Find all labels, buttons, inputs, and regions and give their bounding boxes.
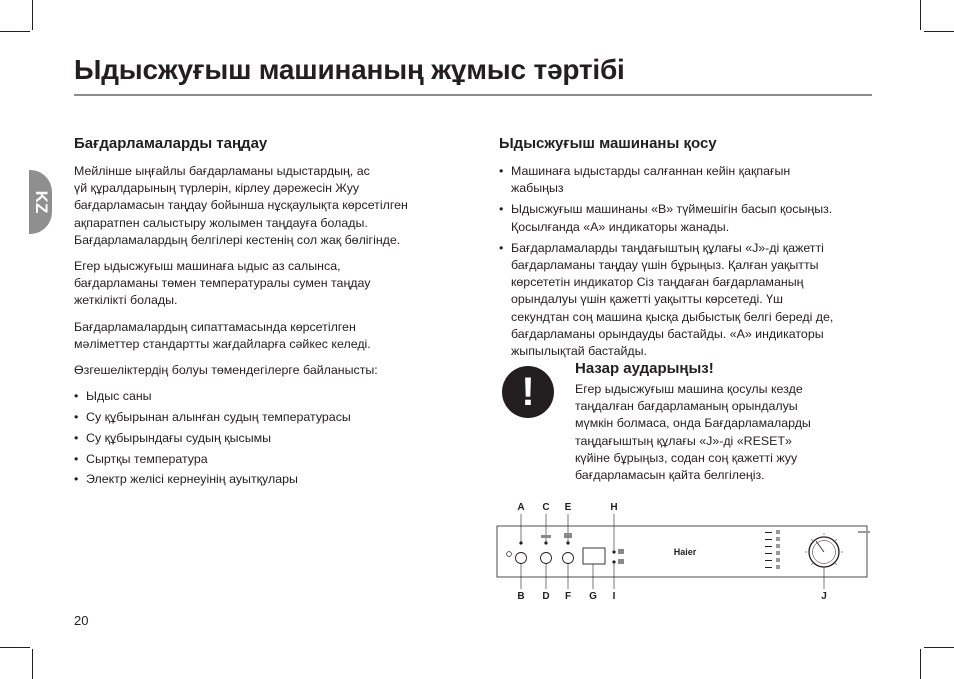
list-item — [499, 201, 879, 235]
text-line: орындалуы үшін қажетті уақытты көрсетеді. Үш — [511, 292, 783, 307]
crop-mark — [0, 647, 30, 648]
program-mark — [765, 553, 772, 554]
knob-tick — [811, 564, 813, 566]
program-mark — [765, 546, 772, 547]
text-line: Ыдысжуғыш машинаны «В» түймешігін басып қосыңыз. — [511, 202, 833, 217]
knob-tick — [811, 539, 813, 541]
start-steps-list — [499, 163, 879, 360]
crop-mark — [32, 649, 33, 679]
text-line: күйіне бұрыңыз, содан соң қажетті жуу — [575, 450, 798, 465]
text-line: бағдарламасын қайта белгілеңіз. — [575, 468, 765, 483]
label-g: G — [589, 591, 597, 602]
knob-pointer — [816, 541, 824, 552]
text-line: Қосылғанда «А» индикаторы жанады. — [511, 219, 730, 234]
program-icon — [776, 551, 780, 555]
text-line: бағдарламаны орындауды бастайды. «А» индикаторы — [511, 326, 824, 341]
text-line: бағдарламаны таңдау үшін бұрыңыз. Қалған уақытты — [511, 258, 819, 273]
power-icon — [507, 552, 512, 557]
list-item: • Сыртқы температура — [74, 451, 454, 468]
page-title: Ыдысжуғыш машинаның жұмыс тәртібі — [74, 54, 625, 85]
panel-symbol — [618, 549, 624, 554]
crop-mark — [920, 0, 921, 30]
brand-logo: Haier — [673, 547, 697, 557]
warning-heading: Назар аударыңыз! — [575, 360, 714, 377]
label-j: J — [821, 591, 827, 602]
warning-note — [575, 360, 875, 484]
panel-symbol — [858, 531, 870, 533]
machine-start-section — [499, 135, 879, 364]
crop-mark — [924, 31, 954, 32]
text-line: Бағдарламалардың белгілері кестенің сол жақ бөлігінде. — [74, 232, 401, 247]
program-icon — [776, 558, 780, 562]
indicator-e — [566, 541, 569, 544]
label-e: E — [564, 502, 572, 513]
text-line: бағдарламасын таңдау бойынша нұсқаулықта көрсетілген — [74, 198, 408, 213]
paragraph — [74, 258, 454, 310]
text-line: ақпаратпен салыстыру жолымен таңдауға болады. — [74, 215, 368, 230]
label-i: I — [612, 591, 616, 602]
text-line: Машинаға ыдыстарды салғаннан кейін қақпағын — [511, 164, 791, 178]
page-number: 20 — [74, 613, 89, 628]
program-mark — [765, 567, 772, 568]
text-line: Егер ыдысжуғыш машинаға ыдыс аз салынса, — [74, 259, 341, 274]
label-b: B — [517, 591, 525, 602]
factor-list — [74, 388, 454, 488]
button-d[interactable] — [541, 553, 552, 564]
panel-symbol — [564, 533, 572, 538]
program-mark — [765, 532, 772, 533]
program-selection-heading: Бағдарламаларды таңдау — [74, 135, 268, 152]
program-icon — [776, 537, 780, 541]
list-item: • Су құбырынан алынған судың температурасы — [74, 409, 454, 426]
text-line: Бағдарламалардың сипаттамасында көрсетілген — [74, 319, 356, 334]
button-f[interactable] — [563, 553, 574, 564]
text-line: жыпылықтай бастайды. — [511, 344, 647, 359]
text-line: бағдарламаны төмен температуралы сумен таңдау — [74, 276, 371, 291]
text-line: Бағдарламаларды таңдағыштың құлағы «J»-ді қажетті — [511, 240, 824, 255]
list-item: • Электр желісі кернеуінің ауытқулары — [74, 471, 454, 488]
text-line: жабыңыз — [511, 181, 564, 196]
paragraph — [74, 163, 454, 249]
crop-mark — [32, 0, 33, 30]
text-line: мүмкін болмаса, онда Бағдарламаларды — [575, 416, 811, 431]
indicator-h — [612, 550, 615, 553]
program-icon — [776, 530, 780, 534]
list-item: • Су құбырындағы судың қысымы — [74, 430, 454, 447]
label-d: D — [542, 591, 550, 602]
text-line: мәліметтер стандартты жағдайларға сәйкес келеді. — [74, 336, 371, 351]
text-line: Егер ыдысжуғыш машина қосулы кезде — [575, 382, 803, 396]
crop-mark — [924, 647, 954, 648]
text-line: үй құралдарының түрлерін, кірлеу дәрежесін Жуу — [74, 181, 360, 196]
panel-symbol — [541, 535, 551, 538]
title-divider — [74, 94, 872, 96]
machine-start-heading: Ыдысжуғыш машинаны қосу — [499, 135, 717, 152]
language-tab — [29, 170, 52, 234]
indicator-c — [544, 541, 547, 544]
language-tab-label: KZ — [31, 190, 51, 214]
program-mark — [765, 560, 772, 561]
program-icon — [776, 565, 780, 569]
text-line: таңдағыштың құлағы «J»-ді «RESET» — [575, 433, 792, 448]
label-a: A — [517, 502, 525, 513]
button-b[interactable] — [516, 553, 527, 564]
label-h: H — [610, 502, 618, 513]
crop-mark — [0, 31, 30, 32]
time-display — [583, 548, 605, 564]
label-f: F — [564, 591, 572, 602]
text-line: Мейлінше ыңғайлы бағдарламаны ыдыстардың, ас — [74, 164, 370, 178]
control-panel-diagram — [480, 495, 880, 610]
text-line: секундтан соң машина қысқа дыбыстық белгі береді де, — [511, 309, 834, 324]
label-c: C — [542, 502, 550, 513]
text-line: жеткілікті болады. — [74, 293, 178, 308]
crop-mark — [920, 649, 921, 679]
knob-tick — [835, 564, 837, 566]
list-item — [499, 240, 879, 360]
panel-symbol — [618, 559, 624, 564]
paragraph — [74, 319, 454, 353]
text-line: таңдалған бағдарламаның орындалуы — [575, 399, 798, 414]
program-list — [765, 530, 780, 569]
paragraph: Өзгешеліктердің болуы төмендегілерге байланысты: — [74, 363, 378, 378]
program-mark — [765, 539, 772, 540]
list-item: • Ыдыс саны — [74, 388, 454, 405]
text-line: көрсететін индикатор Сіз таңдаған бағдарламаның — [511, 275, 804, 290]
exclamation-icon: ! — [502, 366, 554, 418]
knob-tick — [835, 539, 837, 541]
indicator-a — [519, 541, 522, 544]
program-icon — [776, 544, 780, 548]
program-selection-section — [74, 135, 454, 492]
indicator-i — [612, 560, 615, 563]
list-item — [499, 163, 879, 197]
